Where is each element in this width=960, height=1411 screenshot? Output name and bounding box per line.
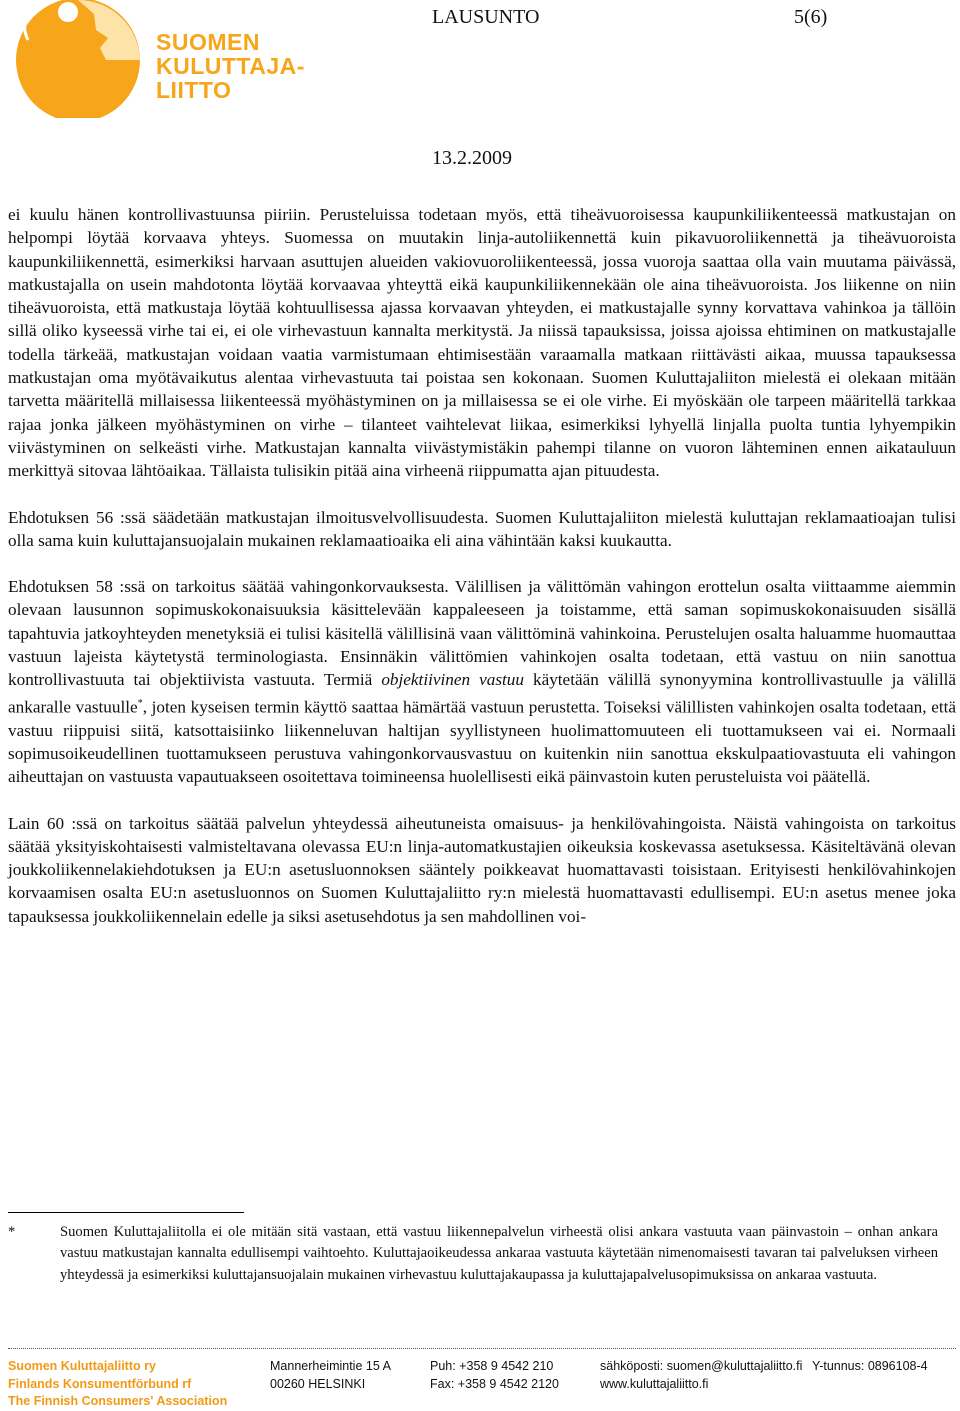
paragraph-3-part-a: Ehdotuksen 58 :ssä on tarkoitus säätää vahingonkorvauksesta. Välillisen ja välittömän vahingon erottelun osalta viittaamme aiemmin olevaan lausunnon sopimuskokonaisuuksia käsittelevään kappaleeseen ja toistamme, että saman sopimuskokonaisuuden sisällä tapahtuvia jatkoyhteyden menetyksiä ei tulisi käsitellä välillisinä vaan välittöminä vahinkoina. Perustelujen osalta haluamme huomauttaa vastuun lajeista käytetystä terminologiasta. Ensinnäkin välittömien vahinkojen osalta todetaan, että vastuu on niin sanottua kontrollivastuuta tai objektiivista vastuuta. Termiä: [8, 577, 956, 690]
document-type: LAUSUNTO: [432, 6, 540, 28]
footnote-mark: *: [8, 1224, 16, 1240]
footer-contact: [600, 1358, 802, 1393]
logo-line-1: SUOMEN: [156, 29, 260, 55]
email-address[interactable]: sähköposti: suomen@kuluttajaliitto.fi: [600, 1359, 803, 1373]
logo-emblem-icon: [8, 0, 158, 118]
org-name-en: The Finnish Consumers' Association: [8, 1394, 228, 1408]
footer-divider: [8, 1348, 956, 1349]
fax-number: Fax: +358 9 4542 2120: [430, 1376, 559, 1391]
paragraph-3-part-c: , joten kyseisen termin käyttö saattaa hämärtää vastuun perustetta. Toiseksi välillisten vahinkojen osalta todetaan, että vastuu riippuisi siitä, katsottaisiinko liikenneluvan haltijan syyllistyneen huolimattomuuteen eli tuottamukseen vai ei. Normaali sopimusoikeudellinen tuottamukseen perustuva vahingonkorvausvastuu on kuitenkin niin sanottua ekskulpaatiovastuuta eli vahingon aiheuttajan on vastuusta vapautuakseen osoitettava toimineensa huolellisesti eikä päinvastoin kuten perusteluista voi päätellä.: [8, 697, 956, 787]
footnote-reference: *: [137, 697, 143, 709]
logo-line-3: LIITTO: [156, 77, 232, 103]
address-street: Mannerheimintie 15 A: [270, 1359, 391, 1373]
footnote: [8, 1222, 938, 1286]
website-link[interactable]: www.kuluttajaliitto.fi: [600, 1376, 709, 1391]
paragraph-4: Lain 60 :ssä on tarkoitus säätää palvelun yhteydessä aiheutuneista omaisuus- ja henkilövahingoista. Näistä vahingoista on tarkoitus säätää yksityiskohtaisesti valmisteltavana olevassa EU:n linja-automatkustajien oikeuksia koskevassa asetuksessa. Käsiteltävänä olevan joukkoliikennelakiehdotuksen ja EU:n asetusluonnoksen sääntely poikkeavat huomattavasti toisistaan. Erityisesti henkilövahinkojen korvaamisen osalta EU:n asetusluonnos on Suomen Kuluttajaliitto ry:n mielestä huomattavasti edullisempi. EU:n asetus menee joka tapauksessa joukkoliikennelain edelle ja siksi asetusehdotus ja sen mahdollinen voi-: [8, 813, 956, 926]
paragraph-3-part-b: käytetään välillä synonyymina kontrollivastuulle ja välillä ankaralle vastuulle: [8, 670, 956, 717]
phone-number: Puh: +358 9 4542 210: [430, 1359, 554, 1373]
footer-business-id: [812, 1358, 928, 1376]
footer-organization: [8, 1358, 227, 1411]
paragraph-3: [8, 575, 956, 788]
paragraph-3-emphasis: objektiivinen vastuu: [381, 670, 524, 690]
business-id: Y-tunnus: 0896108-4: [812, 1359, 928, 1373]
address-city: 00260 HELSINKI: [270, 1376, 366, 1391]
footnote-divider: [8, 1212, 244, 1213]
footer-phone: [430, 1358, 559, 1393]
org-name-sv: Finlands Konsumentförbund rf: [8, 1376, 192, 1391]
logo-wordmark: [156, 30, 305, 102]
document-date: 13.2.2009: [432, 147, 512, 169]
logo-line-2: KULUTTAJA-: [156, 53, 305, 79]
footnote-text: Suomen Kuluttajaliitolla ei ole mitään sitä vastaan, että vastuu liikennepalvelun virheestä olisi ankara vastuuta vaan päinvastoin – onhan ankara vastuu matkustajan kannalta edullisempi vaihtoehto. Kuluttajaoikeudessa ankaraa vastuuta käytetään nimenomaisesti tavaran tai palveluksen virheen yhteydessä ja esimerkiksi kuluttajansuojalain mukainen virhevastuu kuluttajakaupassa ja kuluttajapalvelusopimuksissa on ankaraa vastuuta.: [60, 1224, 938, 1283]
paragraph-1: ei kuulu hänen kontrollivastuunsa piiriin. Perusteluissa todetaan myös, että tiheävuoroisessa kaupunkiliikenteessä matkustajan on helpompi löytää korvaava yhteys. Suomessa on muutakin linja-autoliikennettä kuin pikavuoroliikennettä ja tiheävuoroista kaupunkiliikennettä, esimerkiksi harvaan asuttujen alueiden vakiovuoroliikenteessä, jossa vuoroja saattaa olla vain muutama päivässä, matkustajalla on usein mahdotonta löytää korvaavaa yhteyttä eikä kaupunkiliikennekään ole aina tiheävuoroista. Jos liikenne on niin tiheävuoroista, että matkustaja löytää kohtuullisessa ajassa korvaavan yhteyden, ei matkustajalle synny korvattava vahinkoa ja tällöin sillä oliko kyseessä virhe tai ei, ei ole virhevastuun kannalta merkitystä. Ja niissä tapauksissa, joissa ajoissa ehtiminen on matkustajalle todella tärkeää, matkustajan voidaan vaatia varmistumaan ehtimisestään varaamalla matkaan riittävästi aikaa, muussa tapauksessa matkustajan oma myötävaikutus alentaa virhevastuuta tai poistaa sen kokonaan. Suomen Kuluttajaliiton mielestä ei olekaan mitään tarvetta määritellä millaisessa liikenteessä myöhästyminen on ja millaisessa se ei ole virhe. Ei myöskään ole tarpeen määritellä tarkkaa rajaa jonka jälkeen myöhästyminen on virhe – tilanteet vaihtelevat liikaa, esimerkiksi lyhyellä linjalla puolta tuntia lyhyempikin viivästyminen on selkeästi virhe. Matkustajan kannalta viivästymistäkin pahempi tilanne on vuoron lähteminen ennen aikatauluun merkittyä sitovaa lähtöaikaa. Tällaista tulisikin pitää aina virheenä riippumatta ajan pituudesta.: [8, 205, 956, 481]
org-name-fi: Suomen Kuluttajaliitto ry: [8, 1359, 156, 1373]
paragraph-2: Ehdotuksen 56 :ssä säädetään matkustajan ilmoitusvelvollisuudesta. Suomen Kuluttajaliiton mielestä kuluttajan reklamaatioajan tulisi olla sama kuin kuluttajansuojalain mukainen reklamaatioaika eli aina vähintään kaksi kuukautta.: [8, 507, 956, 550]
document-body: [8, 203, 956, 928]
kuluttajaliitto-logo: [8, 0, 305, 118]
page-number: 5(6): [794, 6, 828, 28]
footer-address: [270, 1358, 391, 1393]
